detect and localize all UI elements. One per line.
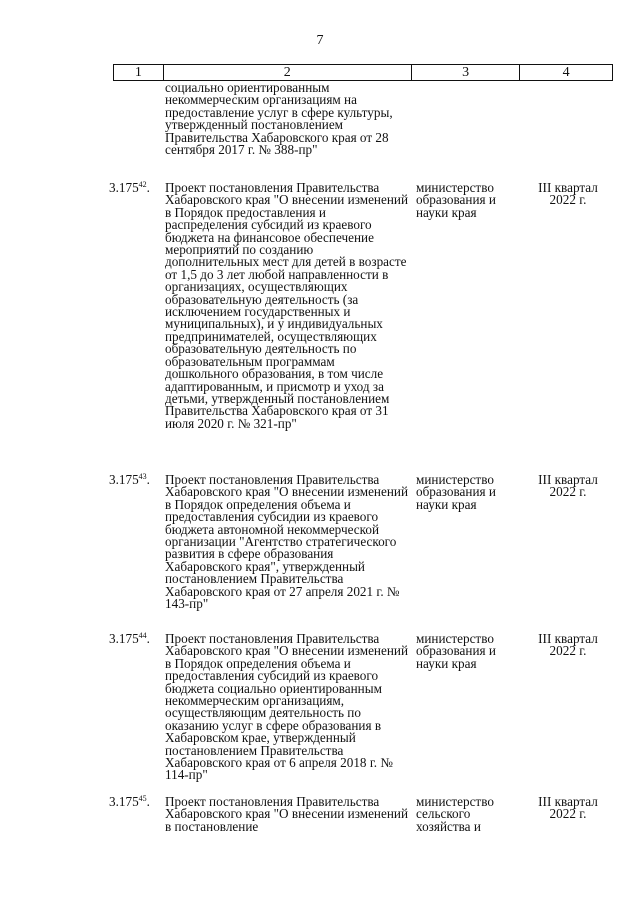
table-header-row [113,64,613,81]
row-number: 3.175$^{42}$. [109,180,150,195]
row-term: III квартал 2022 г. [538,794,598,822]
continuation-text: социально ориентированным некоммерческим организациям на предоставление услуг в сфере культуры, утвержденный постановлением Правительства Хабаровского края от 28 сентября 2017 г. № 388-пр" [165,80,393,158]
row-description: Проект постановления Правительства Хабаровского края "О внесении изменений в Порядок определения объема и предоставления субсидии из краевого бюджета автономной некоммерческой организации "Агентство стратегического развития в сфере образования Хабаровского края", утвержденный постановлением Правительства Хабаровского края от 27 апреля 2021 г. № 143-пр" [165,472,409,612]
row-description: Проект постановления Правительства Хабаровского края "О внесении изменений в постановление [165,794,409,834]
row-executor: министерство образования и науки края [416,180,496,220]
row-number: 3.175$^{45}$. [109,794,150,809]
row-executor: министерство образования и науки края [416,472,496,512]
page-number: 7 [316,33,324,48]
header-cell-3: 3 [412,65,521,80]
header-cell-2: 2 [164,65,412,80]
row-description: Проект постановления Правительства Хабаровского края "О внесении изменений в Порядок определения объема и предоставления субсидий из краевого бюджета социально ориентированным некоммерческим организациям, осуществляющим деятельность по оказанию услуг в сфере образования в Хабаровском крае, утвержденный постановлением Правительства Хабаровского края от 6 апреля 2018 г. № 114-пр" [165,631,409,783]
row-term: III квартал 2022 г. [538,180,598,208]
row-executor: министерство образования и науки края [416,631,496,671]
row-description: Проект постановления Правительства Хабаровского края "О внесении изменений в Порядок предоставления и распределения субсидий из краевого бюджета на финансовое обеспечение мероприятий по созданию дополнительных мест для детей в возрасте от 1,5 до 3 лет любой направленности в организациях, осуществляющих образовательную деятельность (за исключением государственных и муниципальных), и у индивидуальных предпринимателей, осуществляющих образовательную деятельность по образовательным программам дошкольного образования, в том числе адаптированным, и присмотр и уход за детьми, утвержденный постановлением Правительства Хабаровского края от 31 июля 2020 г. № 321-пр" [165,180,409,431]
row-number: 3.175$^{43}$. [109,472,150,487]
row-term: III квартал 2022 г. [538,472,598,500]
header-cell-4: 4 [562,65,570,80]
row-executor: министерство сельского хозяйства и [416,794,494,834]
header-cell-1: 1 [114,65,164,80]
row-number: 3.175$^{44}$. [109,631,150,646]
row-term: III квартал 2022 г. [538,631,598,659]
